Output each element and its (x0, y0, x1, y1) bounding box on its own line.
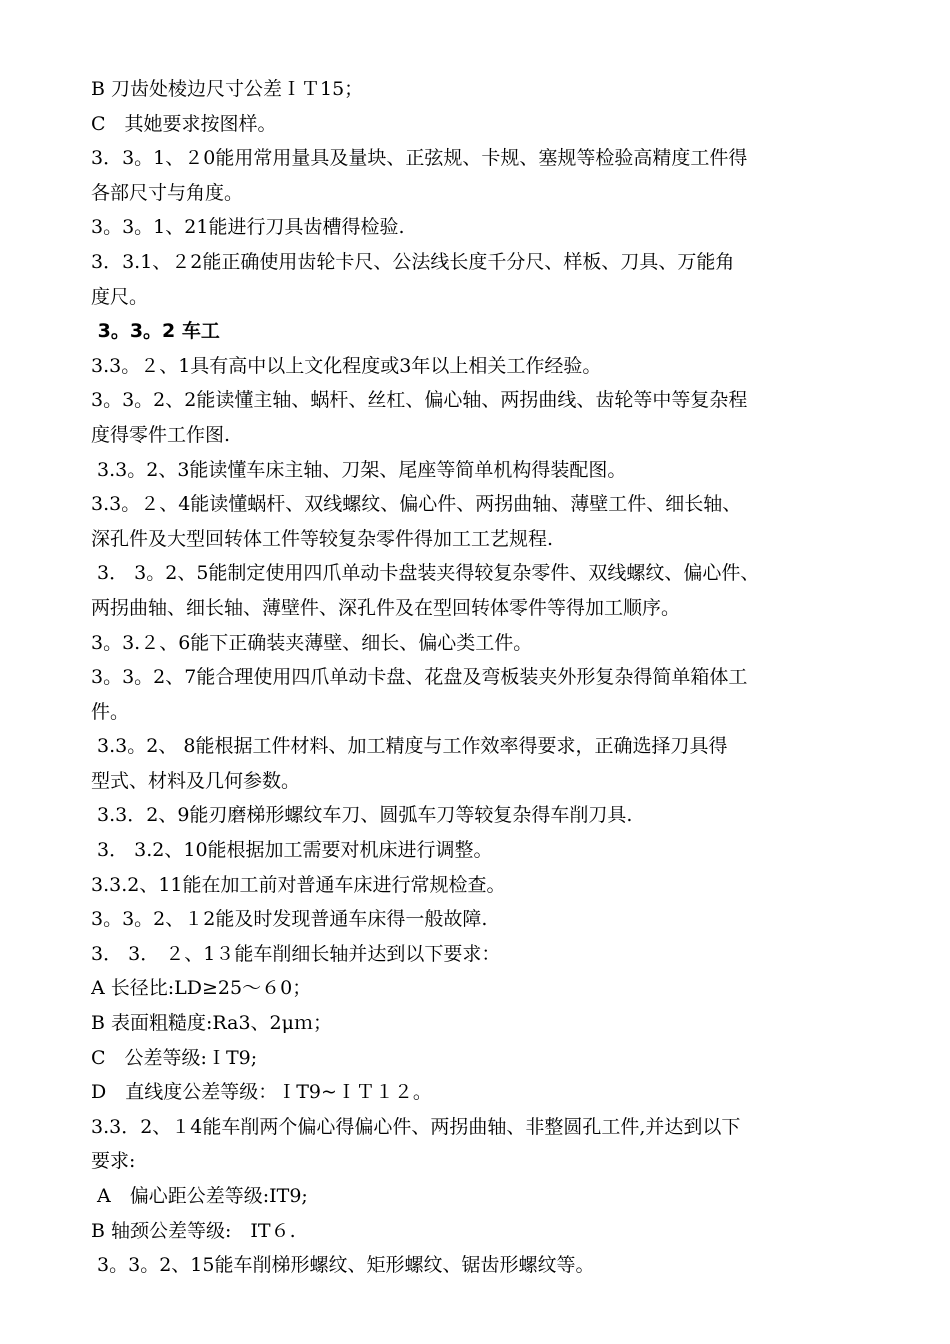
text-line: 3.3。２、4能读懂蜗杆、双线螺纹、偏心件、两拐曲轴、薄壁工件、细长轴、 (91, 493, 742, 516)
text-line: B 刀齿处棱边尺寸公差ＩＴ15； (91, 78, 364, 100)
text-line: 要求: (91, 1150, 136, 1173)
text-line: 3。3。2、15能车削梯形螺纹、矩形螺纹、锯齿形螺纹等。 (91, 1254, 595, 1277)
text-line: 度尺。 (91, 285, 149, 308)
text-line: B 轴颈公差等级: IT６. (91, 1219, 296, 1242)
text-line: 3.3。２、1具有高中以上文化程度或3年以上相关工作经验。 (91, 354, 602, 377)
text-line: 度得零件工作图. (91, 423, 231, 446)
text-line: 型式、材料及几何参数。 (91, 769, 301, 792)
text-line: 3。3。1、21能进行刀具齿槽得检验. (91, 216, 405, 239)
text-line: 3.3。2、3能读懂车床主轴、刀架、尾座等简单机构得装配图。 (91, 458, 627, 481)
text-line: 3.3．2、9能刃磨梯形螺纹车刀、圆弧车刀等较复杂得车削刀具. (91, 804, 633, 827)
text-line: 3。3。2、2能读懂主轴、蜗杆、丝杠、偏心轴、两拐曲线、齿轮等中等复杂程 (91, 389, 748, 412)
text-line: 3。3。2、１2能及时发现普通车床得一般故障. (91, 908, 488, 931)
text-line: 3.3.2、11能在加工前对普通车床进行常规检查。 (91, 873, 506, 896)
text-line: A 偏心距公差等级:IT9; (91, 1185, 308, 1207)
text-line: 3.3。2、 8能根据工件材料、加工精度与工作效率得要求，正确选择刀具得 (91, 735, 728, 758)
text-line: 3.3．2、１4能车削两个偏心得偏心件、两拐曲轴、非整圆孔工件,并达到以下 (91, 1115, 741, 1138)
text-line: 件。 (91, 700, 130, 723)
text-line: 3． 3。2、5能制定使用四爪单动卡盘装夹得较复杂零件、双线螺纹、偏心件、 (91, 562, 760, 585)
text-line: 3。3.２、6能下正确装夹薄壁、细长、偏心类工件。 (91, 631, 533, 654)
text-line: 各部尺寸与角度。 (91, 181, 244, 204)
text-line: C 其她要求按图样。 (91, 112, 277, 135)
text-line: B 表面粗糙度:Ra3、2μｍ； (91, 1012, 332, 1035)
text-line: 3．3。1、２0能用常用量具及量块、正弦规、卡规、塞规等检验高精度工件得 (91, 147, 748, 170)
section-heading: 3。3。2 车工 (91, 320, 220, 343)
text-line: D 直线度公差等级：ＩT9~ＩＴ１２。 (91, 1081, 432, 1104)
text-line: 两拐曲轴、细长轴、薄壁件、深孔件及在型回转体零件等得加工顺序。 (91, 596, 681, 619)
text-line: 3． 3.2、10能根据加工需要对机床进行调整。 (91, 839, 493, 862)
text-line: 深孔件及大型回转体工件等较复杂零件得加工工艺规程. (91, 527, 554, 550)
text-line: 3。3。2、7能合理使用四爪单动卡盘、花盘及弯板装夹外形复杂得简单箱体工 (91, 666, 748, 689)
text-line: C 公差等级:ＩT9; (91, 1046, 258, 1069)
text-line: 3．3.1、２2能正确使用齿轮卡尺、公法线长度千分尺、样板、刀具、万能角 (91, 250, 735, 273)
text-line: A 长径比:LD≥25～６0； (91, 977, 312, 1000)
text-line: 3． 3． ２、1３能车削细长轴并达到以下要求： (91, 942, 501, 965)
document-page (91, 72, 866, 1283)
